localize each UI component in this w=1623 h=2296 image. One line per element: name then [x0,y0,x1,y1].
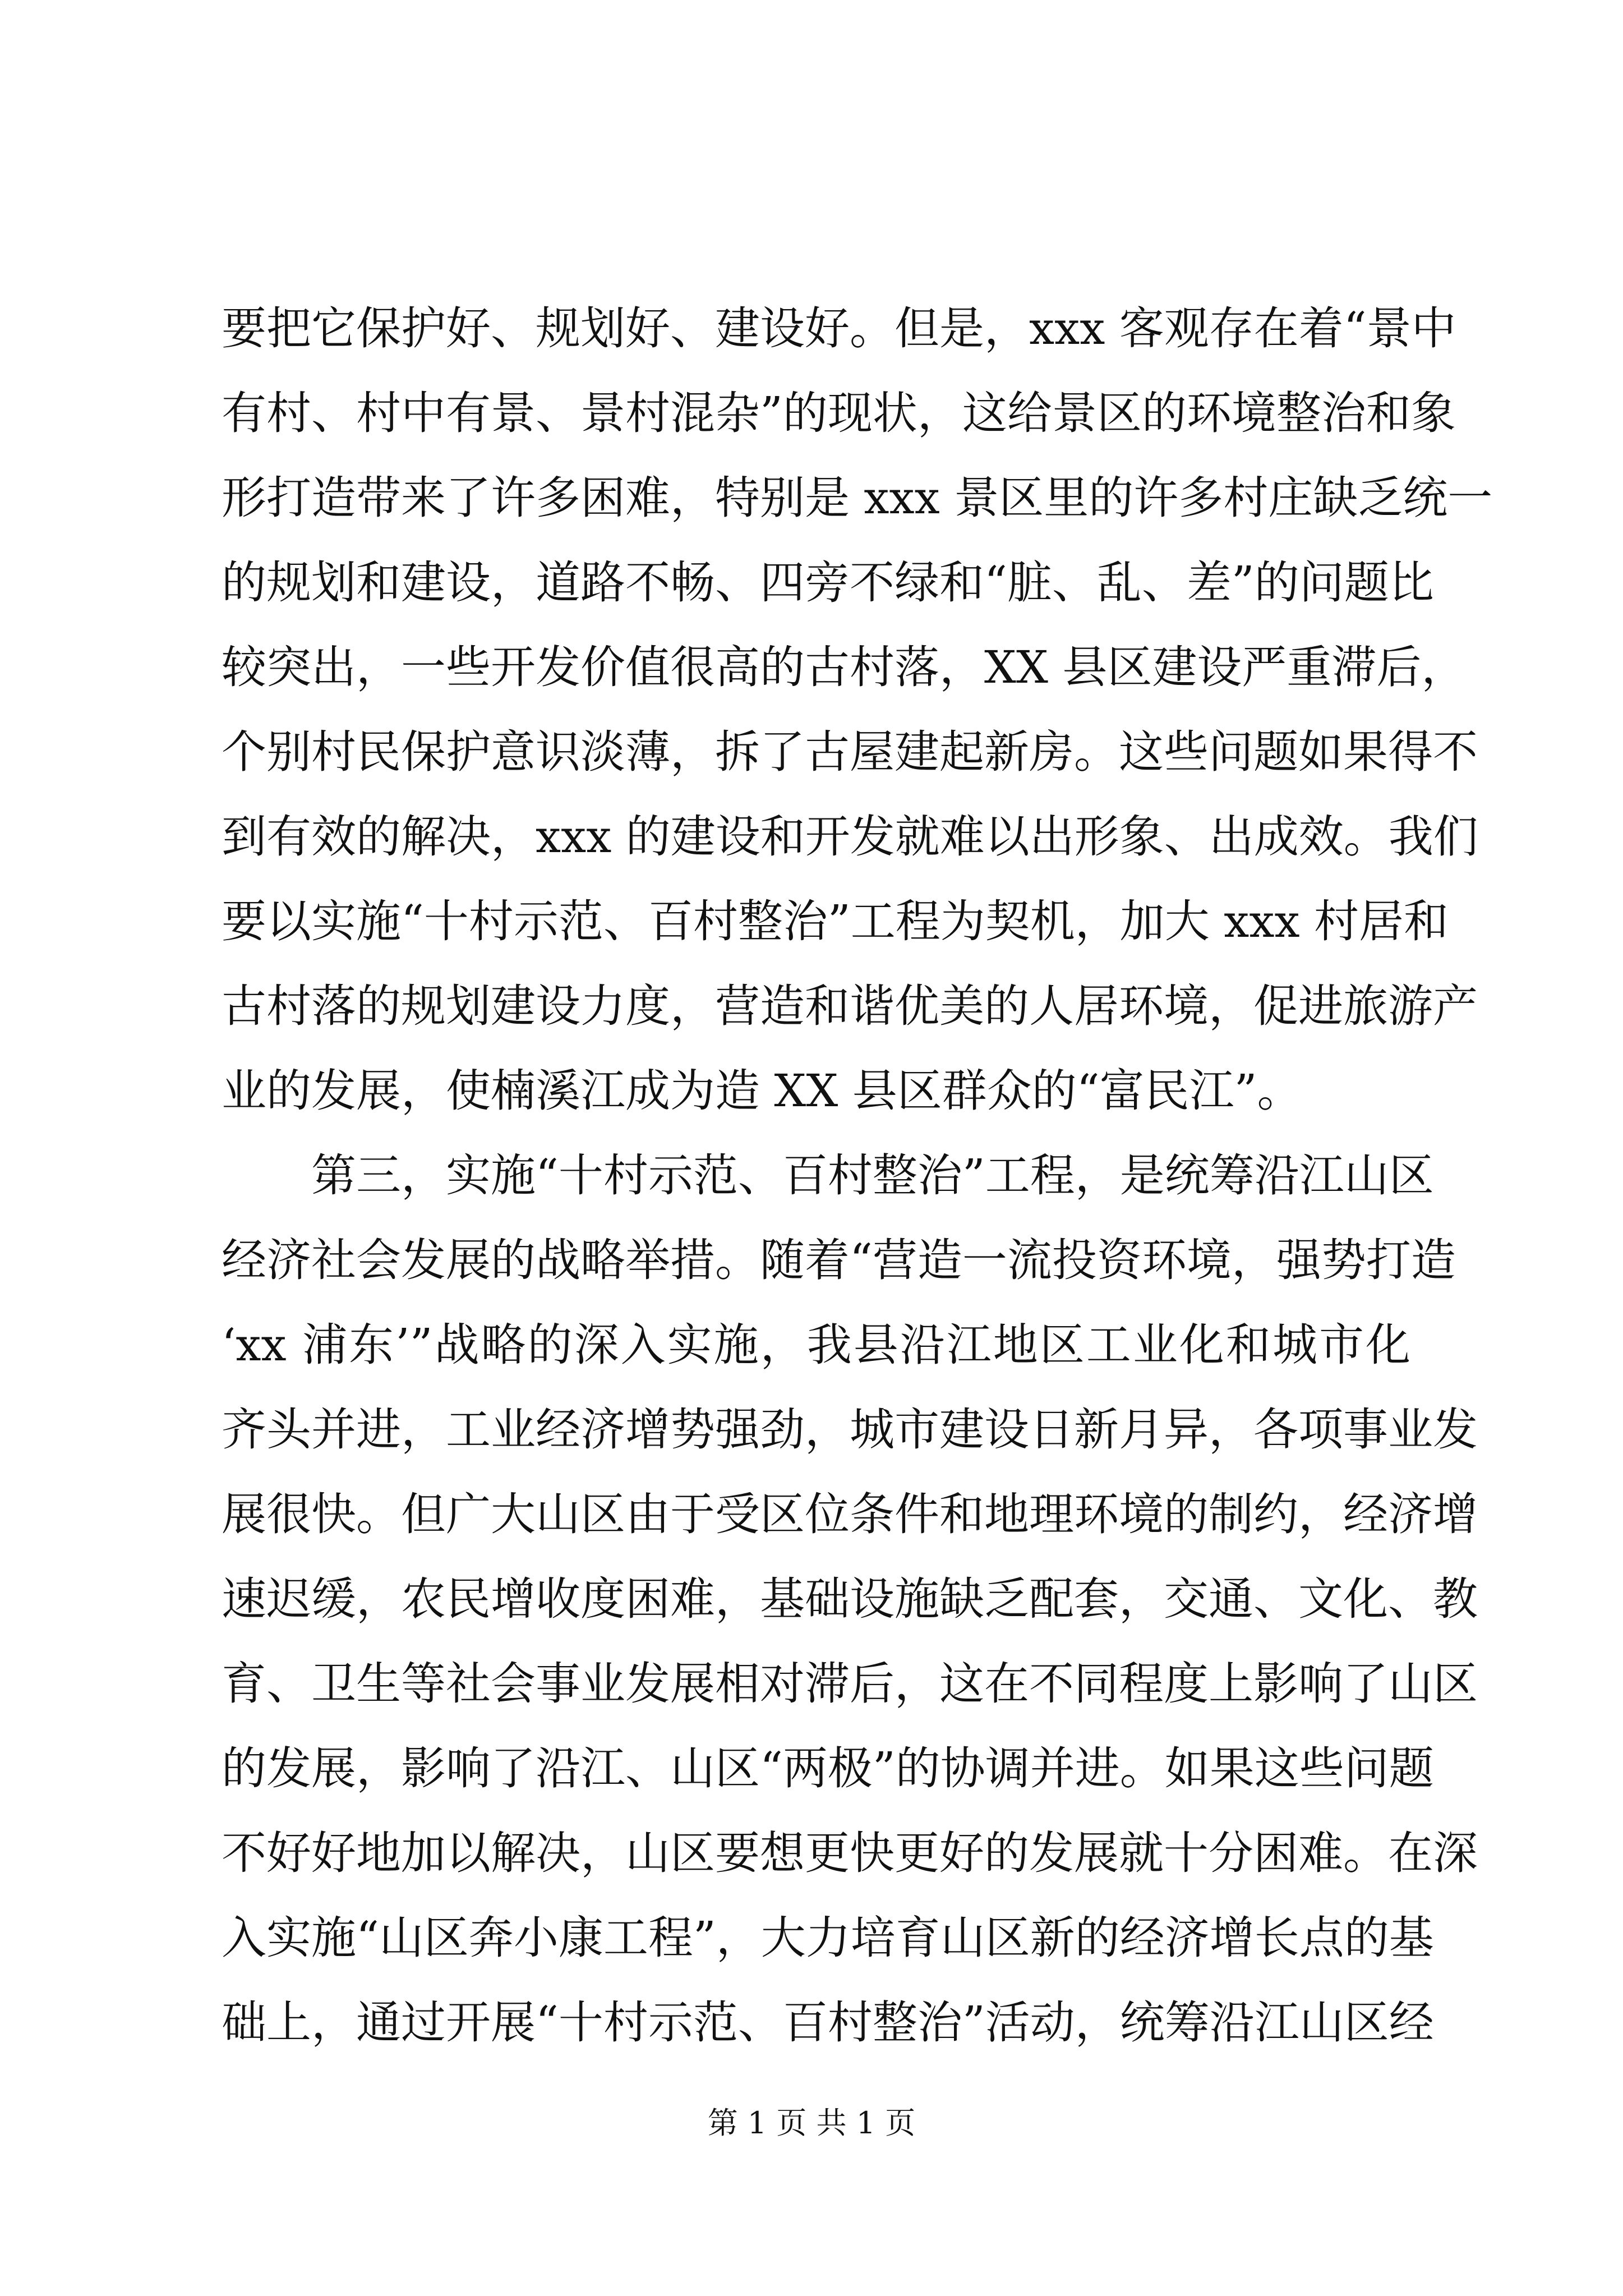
text-line: 展很快。但广大山区由于受区位条件和地理环境的制约，经济增 [222,1488,1478,1540]
text-line: 经济社会发展的战略举措。随着“营造一流投资环境，强势打造 [222,1234,1456,1286]
text-line: 古村落的规划建设力度，营造和谐优美的人居环境，促进旅游产 [222,980,1478,1032]
text-line: ‘xx 浦东’”战略的深入实施，我县沿江地区工业化和城市化 [222,1319,1410,1371]
text-line: 较突出，一些开发价值很高的古村落，XX 县区建设严重滞后， [222,641,1467,693]
text-line: 齐头并进，工业经济增势强劲，城市建设日新月异，各项事业发 [222,1404,1478,1456]
text-line: 到有效的解决，xxx 的建设和开发就难以出形象、出成效。我们 [222,811,1478,863]
text-line: 育、卫生等社会事业发展相对滞后，这在不同程度上影响了山区 [222,1658,1478,1710]
text-line: 有村、村中有景、景村混杂”的现状，这给景区的环境整治和象 [222,387,1456,439]
text-line: 速迟缓，农民增收度困难，基础设施缺乏配套，交通、文化、教 [222,1573,1478,1625]
text-line: 个别村民保护意识淡薄，拆了古屋建起新房。这些问题如果得不 [222,726,1478,778]
page-number-footer: 第 1 页 共 1 页 [707,2105,916,2141]
text-line: 形打造带来了许多困难，特别是 xxx 景区里的许多村庄缺乏统一 [222,472,1493,524]
text-line: 入实施“山区奔小康工程”，大力培育山区新的经济增长点的基 [222,1912,1434,1964]
body-text [222,286,1493,2065]
paragraph-first-line: 第三，实施“十村示范、百村整治”工程，是统筹沿江山区 [311,1149,1434,1202]
text-line: 业的发展，使楠溪江成为造 XX 县区群众的“富民江”。 [222,1065,1302,1117]
text-line: 的规划和建设，道路不畅、四旁不绿和“脏、乱、差”的问题比 [222,556,1434,609]
text-line: 要以实施“十村示范、百村整治”工程为契机，加大 xxx 村居和 [222,895,1449,947]
text-line: 础上，通过开展“十村示范、百村整治”活动，统筹沿江山区经 [222,1996,1434,2049]
text-line: 的发展，影响了沿江、山区“两极”的协调并进。如果这些问题 [222,1742,1434,1795]
text-line: 要把它保护好、规划好、建设好。但是，xxx 客观存在着“景中 [222,302,1456,355]
text-line: 不好好地加以解决，山区要想更快更好的发展就十分困难。在深 [222,1827,1478,1879]
